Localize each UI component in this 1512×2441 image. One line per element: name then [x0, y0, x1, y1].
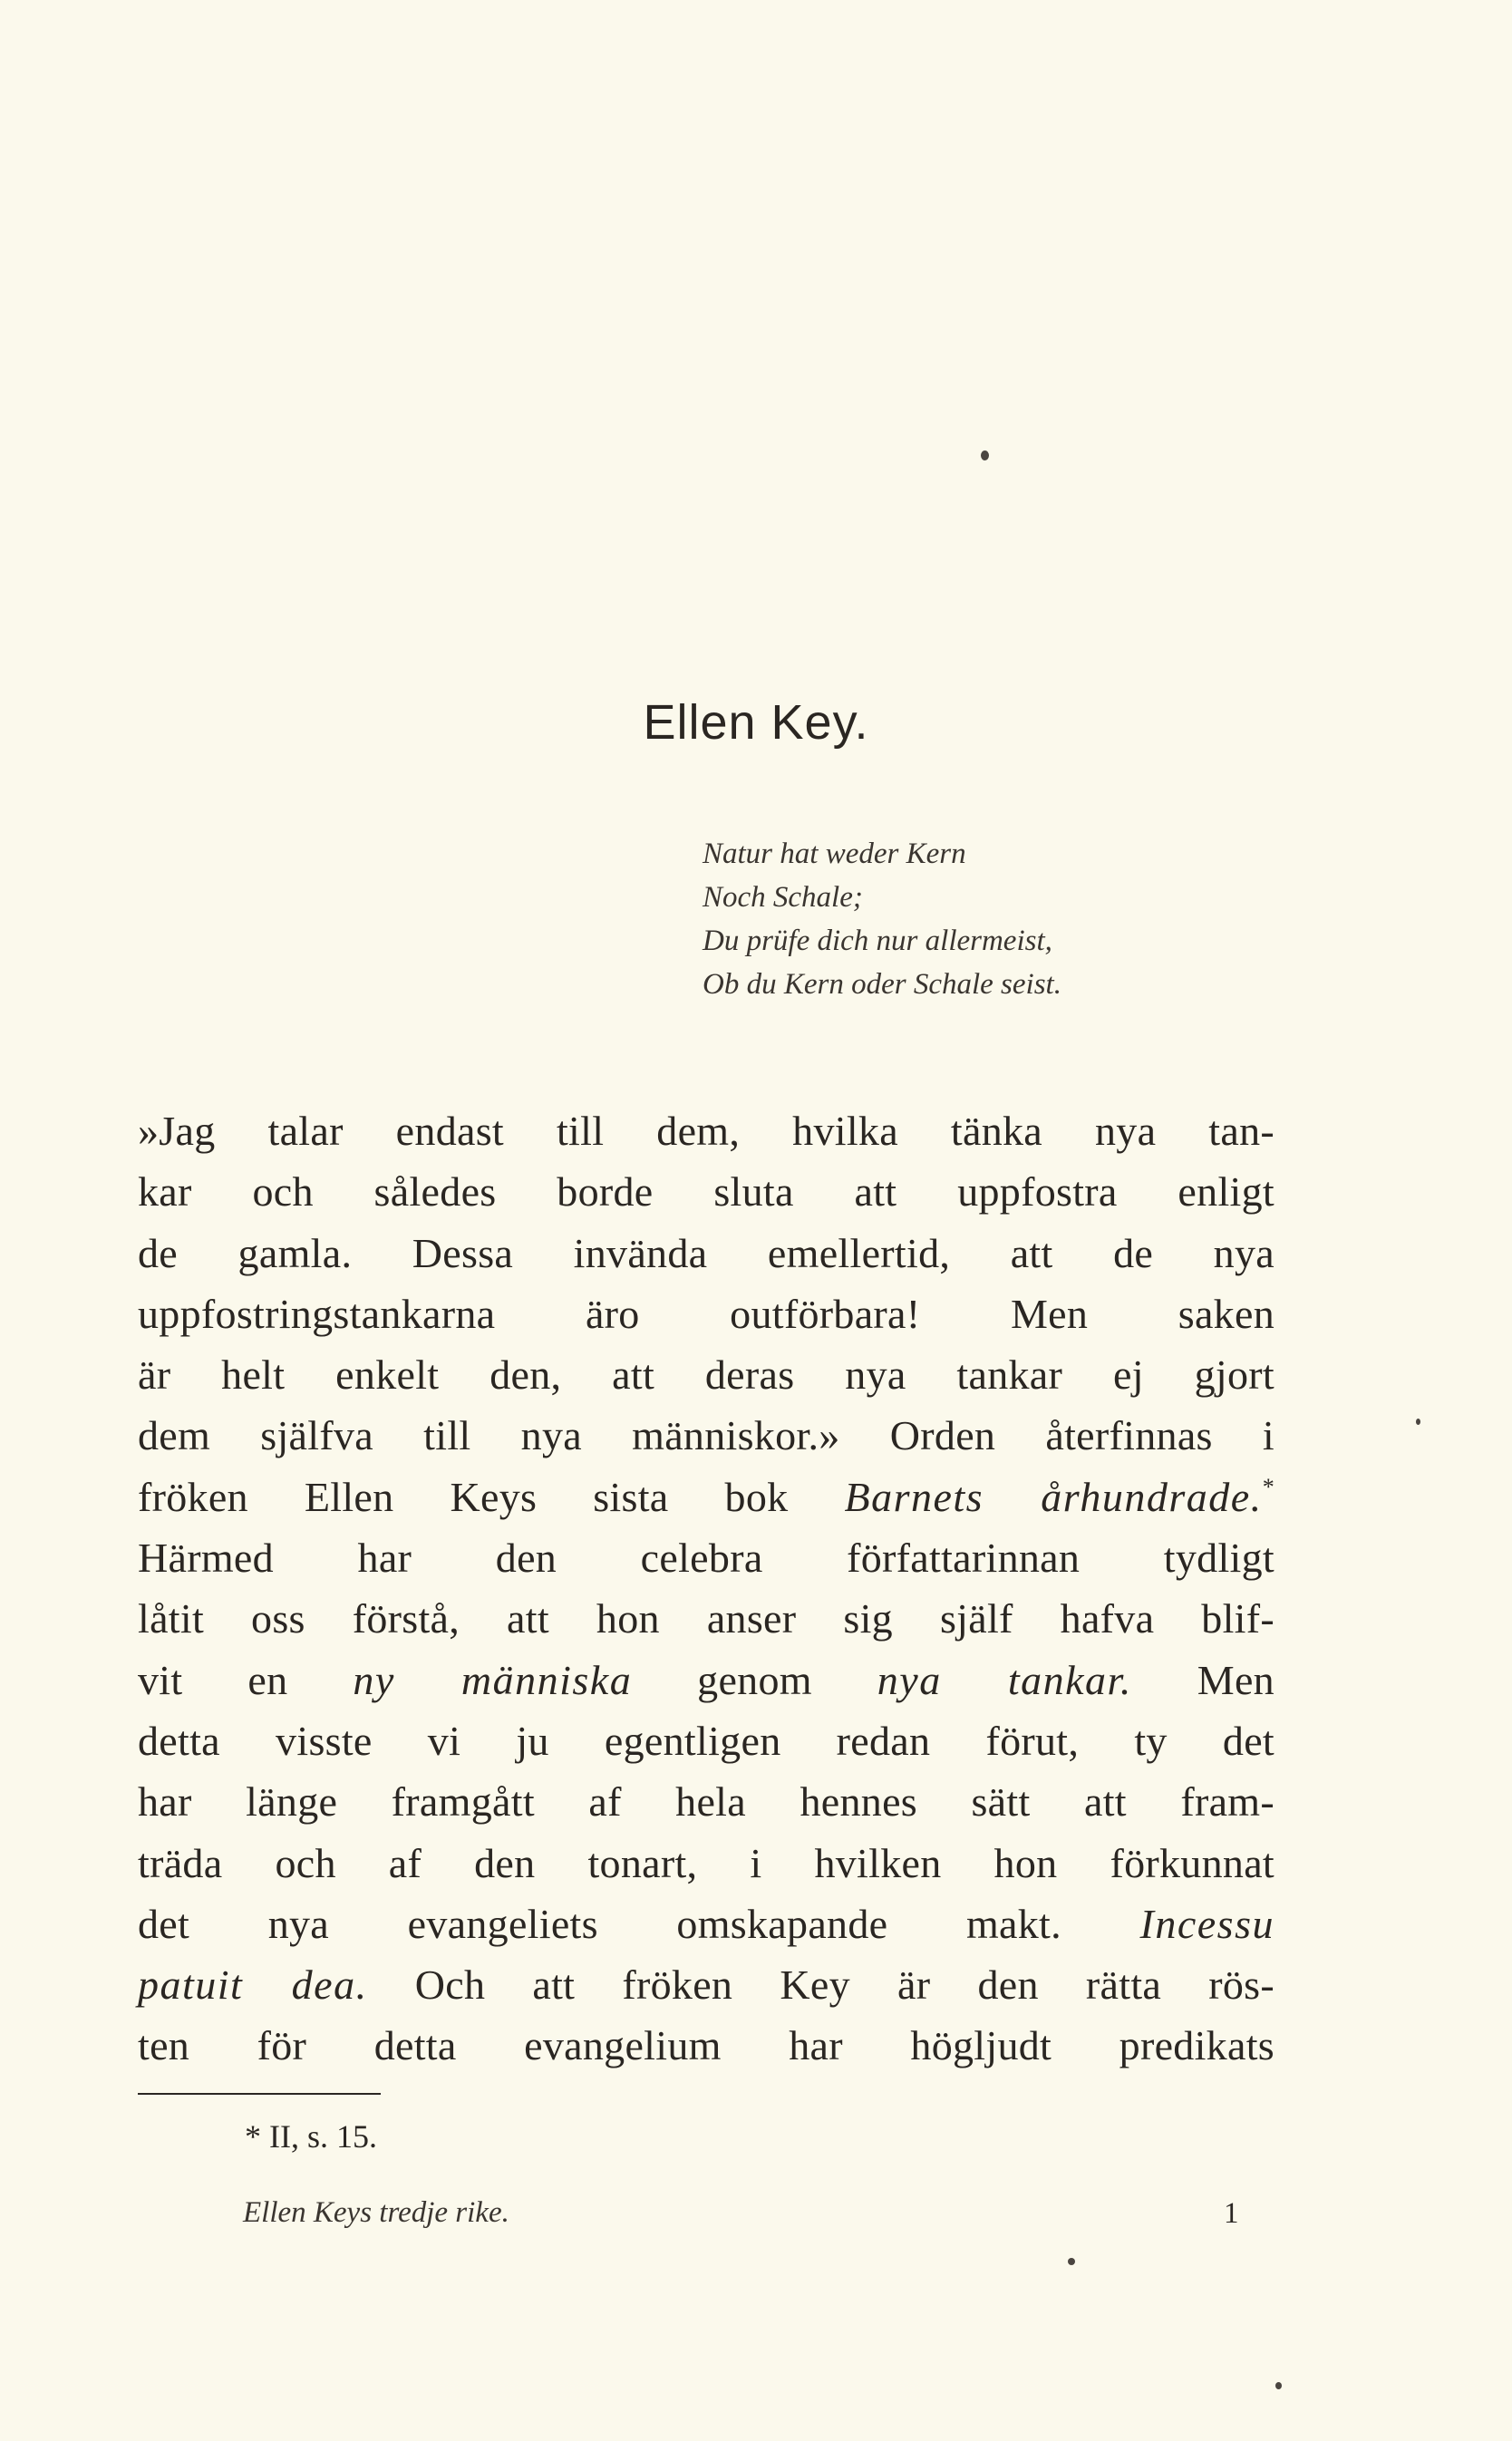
text-line [138, 1954, 1275, 2015]
epigraph-line: Noch Schale; [703, 881, 863, 914]
text-line [138, 1283, 1275, 1344]
epigraph-line: Du prüfe dich nur allermeist, [703, 925, 1052, 957]
body-paragraph [138, 1100, 1275, 2077]
text-run: Men [1131, 1656, 1275, 1703]
text-run: har länge framgått af hela hennes sätt att fram- [138, 1778, 1275, 1826]
text-run: ten för detta evangelium har högljudt predikats [138, 2022, 1275, 2069]
text-line [138, 1467, 1275, 1527]
italic-text: nya tankar. [877, 1656, 1132, 1703]
text-line [138, 1588, 1275, 1649]
text-line [138, 1344, 1275, 1405]
epigraph-line: Ob du Kern oder Schale seist. [703, 968, 1061, 1001]
text-run: träda och af den tonart, i hvilken hon förkunnat [138, 1839, 1275, 1886]
text-line [138, 1527, 1275, 1588]
epigraph-line: Natur hat weder Kern [703, 838, 966, 870]
text-line [138, 1650, 1275, 1710]
text-run: låtit oss förstå, att hon anser sig själf hafva blif- [138, 1595, 1275, 1642]
text-line [138, 1771, 1275, 1832]
text-run: »Jag talar endast till dem, hvilka tänka nya tan- [138, 1108, 1275, 1154]
text-run: dem själfva till nya människor.» Orden återfinnas i [138, 1412, 1275, 1459]
text-run: uppfostringstankarna äro outförbara! Men saken [138, 1290, 1275, 1337]
text-run: fröken Ellen Keys sista bok [138, 1473, 845, 1520]
print-speck [981, 450, 989, 460]
print-speck [1275, 2382, 1282, 2389]
print-speck [1416, 1419, 1420, 1425]
italic-text: Barnets århundrade. [844, 1473, 1263, 1520]
text-line [138, 1100, 1275, 1161]
text-line [138, 1833, 1275, 1894]
text-line [138, 1710, 1275, 1771]
page-title: Ellen Key. [643, 695, 869, 750]
epigraph [703, 832, 1061, 1006]
italic-text: Incessu [1139, 1900, 1275, 1947]
text-run: genom [632, 1656, 877, 1703]
text-line [138, 1405, 1275, 1466]
text-line [138, 1161, 1275, 1222]
footnote-divider [138, 2093, 381, 2095]
sheet-number: 1 [1224, 2197, 1239, 2230]
text-run: vit en [138, 1656, 354, 1703]
text-run: kar och således borde sluta att uppfostra enligt [138, 1168, 1275, 1216]
footnote: * II, s. 15. [245, 2118, 377, 2155]
italic-text: ny människa [353, 1656, 633, 1703]
print-speck [1068, 2258, 1075, 2265]
text-run: Och att fröken Key är den rätta rös- [367, 1962, 1275, 2009]
text-run: det nya evangeliets omskapande makt. [138, 1900, 1140, 1947]
text-line [138, 2015, 1275, 2076]
text-run: Härmed har den celebra författarinnan tydligt [138, 1535, 1275, 1582]
italic-text: patuit dea. [138, 1962, 368, 2009]
text-run: de gamla. Dessa invända emellertid, att de nya [138, 1229, 1275, 1276]
text-run: är helt enkelt den, att deras nya tankar ej gjort [138, 1351, 1275, 1399]
signature-mark: Ellen Keys tredje rike. [243, 2196, 509, 2229]
text-line [138, 1223, 1275, 1283]
text-line [138, 1894, 1275, 1954]
footnote-marker: * [1262, 1473, 1275, 1500]
text-run: detta visste vi ju egentligen redan förut, ty det [138, 1717, 1275, 1764]
